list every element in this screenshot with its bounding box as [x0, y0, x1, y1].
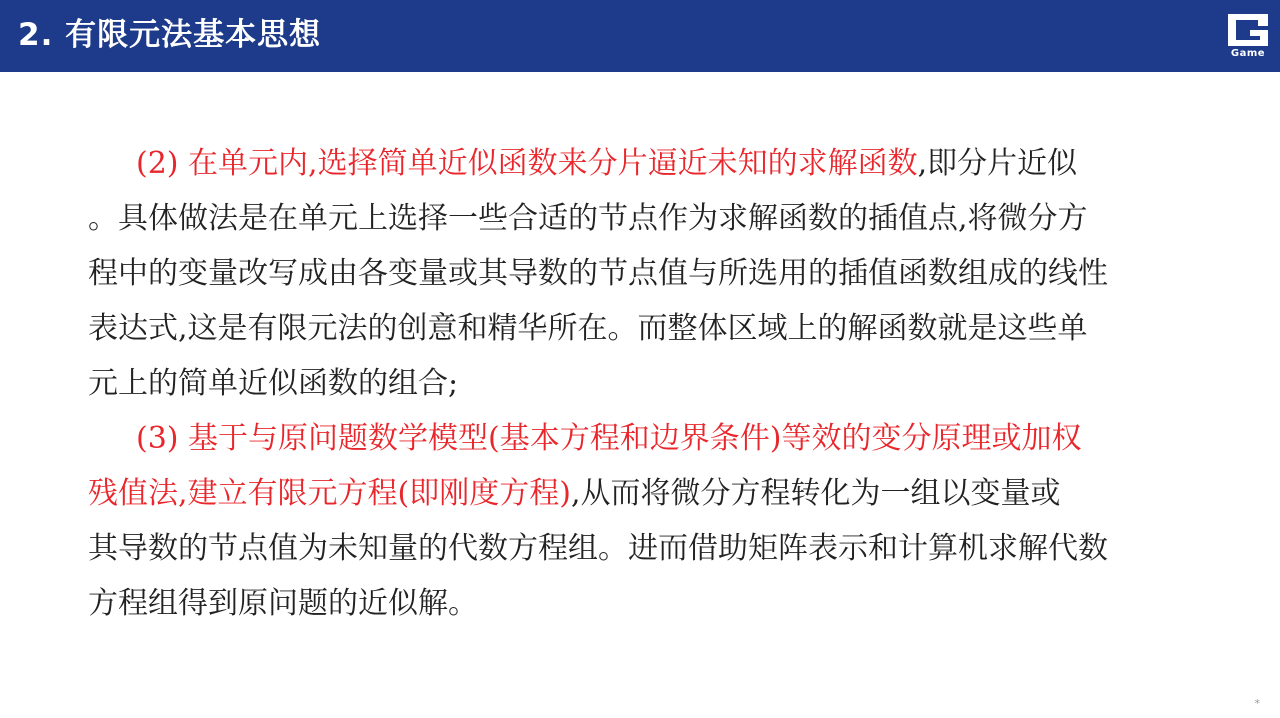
logo-text: Game [1230, 48, 1266, 59]
paragraph-3-line-2-tail: ,从而将微分方程转化为一组以变量或 [570, 476, 1061, 511]
paragraph-3-emphasis-2: 残值法,建立有限元方程(即刚度方程) [88, 476, 571, 511]
paragraph-2-line-2: 。具体做法是在单元上选择一些合适的节点作为求解函数的插值点,将微分方 [88, 201, 1088, 236]
paragraph-3-line-3: 其导数的节点值为未知量的代数方程组。进而借助矩阵表示和计算机求解代数 [88, 531, 1108, 566]
paragraph-2-line-1-tail: ,即分片近似 [917, 146, 1078, 181]
paragraph-2-line-5: 元上的简单近似函数的组合; [88, 366, 459, 401]
paragraph-2-line-3: 程中的变量改写成由各变量或其导数的节点值与所选用的插值函数组成的线性 [88, 256, 1108, 291]
paragraph-3-line-4: 方程组得到原问题的近似解。 [88, 586, 478, 621]
logo-icon [1224, 10, 1272, 62]
paragraph-2-line-1 [88, 140, 1188, 195]
header-bar [0, 0, 1280, 72]
page-number: * [1254, 697, 1260, 710]
paragraph-2-line-4: 表达式,这是有限元法的创意和精华所在。而整体区域上的解函数就是这些单 [88, 311, 1088, 346]
paragraph-2-emphasis: (2) 在单元内,选择简单近似函数来分片逼近未知的求解函数 [136, 146, 918, 181]
paragraph-3-emphasis: (3) 基于与原问题数学模型(基本方程和边界条件)等效的变分原理或加权 [136, 421, 1082, 456]
paragraph-3-line-2 [88, 470, 1188, 525]
paragraph-3-line-1 [88, 415, 1188, 470]
page-title: 2. 有限元法基本思想 [18, 17, 322, 53]
body-text [88, 140, 1188, 635]
logo-mark [1224, 10, 1272, 50]
